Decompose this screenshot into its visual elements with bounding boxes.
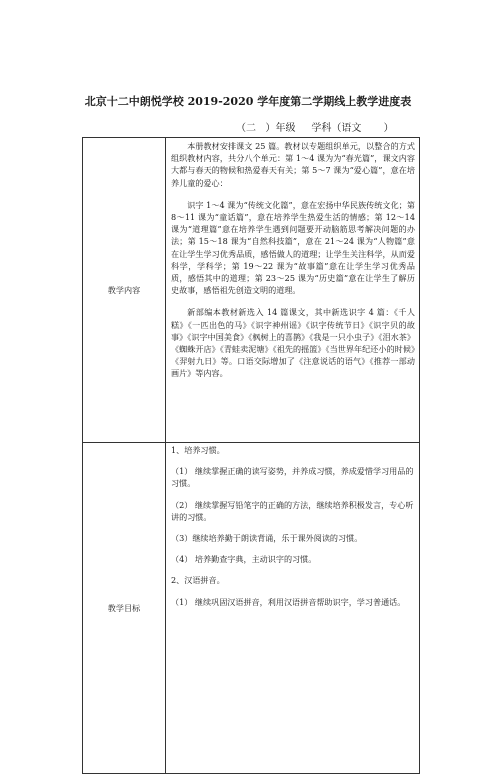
- content-paragraph: 本册教材安排课文 25 篇。教材以专题组织单元，以整合的方式组织教材内容，共分八个单元：第 1～4 课为为“春光篇”，课文内容大都与春天的物候和热爱春天有关；第 5～7 课为“爱心篇”，意在培养儿童的爱心：: [171, 141, 415, 188]
- goal-item: （4） 培养勤查字典，主动识字的习惯。: [171, 554, 317, 565]
- row-label-content: 教学内容: [83, 138, 166, 443]
- grade-subject-line: （二 ）年级 学科（语文 ）: [236, 123, 394, 134]
- goal-item: （1） 继续巩固汉语拼音，利用汉语拼音帮助识字，学习普通话。: [171, 596, 406, 607]
- teaching-plan-table: [82, 137, 420, 774]
- teaching-content-cell: [166, 138, 420, 443]
- goal-item: （2） 继续掌握写铅笔字的正确的方法，继续培养积极发言，专心听讲的习惯。: [171, 499, 414, 522]
- goal-item: 1、培养习惯。: [171, 445, 225, 455]
- goal-item: （3）继续培养勤于朗读背诵，乐于课外阅读的习惯。: [171, 533, 363, 544]
- table-row: [83, 138, 420, 443]
- content-paragraph: 识字 1～4 课为“传统文化篇”，意在宏扬中华民族传统文化；第 8～11 课为“童话篇”，意在培养学生热爱生活的情感；第 12～14 课为“道理篇”意在培养学生遇到问题要开动脑筋思考解决问题的办法；第 15～18 课为“自然科技篇”，意在 21～24 课为“人物篇”意在让学生学习优秀品质，感悟做人的道理；让学生关注科学，从而爱科学，学科学；第 19～22 课为“故事篇”意在让学生学习优秀品质，感悟其中的道理；第 23～25 课为“历史篇”意在让学生了解历史故事，感悟祖先创造文明的道理。: [171, 199, 415, 296]
- table-row: [83, 443, 420, 774]
- teaching-goals-cell: [166, 443, 420, 774]
- row-label-goals: 教学目标: [83, 443, 166, 774]
- goal-item: 2、汉语拼音。: [171, 575, 225, 586]
- goal-item: （1） 继续掌握正确的读写姿势，并养成习惯，养成爱惜学习用品的习惯。: [171, 466, 414, 489]
- content-paragraph: 新部编本教材新选入 14 篇课文，其中新选识字 4 篇：《千人糕》《一匹出色的马》《识字神州谣》《识字传统节日》《识字贝的故事》《识字中国美食》《枫树上的喜鹊》《我是一只小虫子》《泪水茶》《蜘蛛开店》《青蛙卖泥塘》《祖先的摇篮》《当世界年纪还小的时候》《羿射九日》等。口语交际增加了《注意说话的语气》《推荐一部动画片》等内容。: [171, 307, 415, 379]
- document-title: 北京十二中朗悦学校 2019-2020 学年度第二学期线上教学进度表: [84, 95, 412, 108]
